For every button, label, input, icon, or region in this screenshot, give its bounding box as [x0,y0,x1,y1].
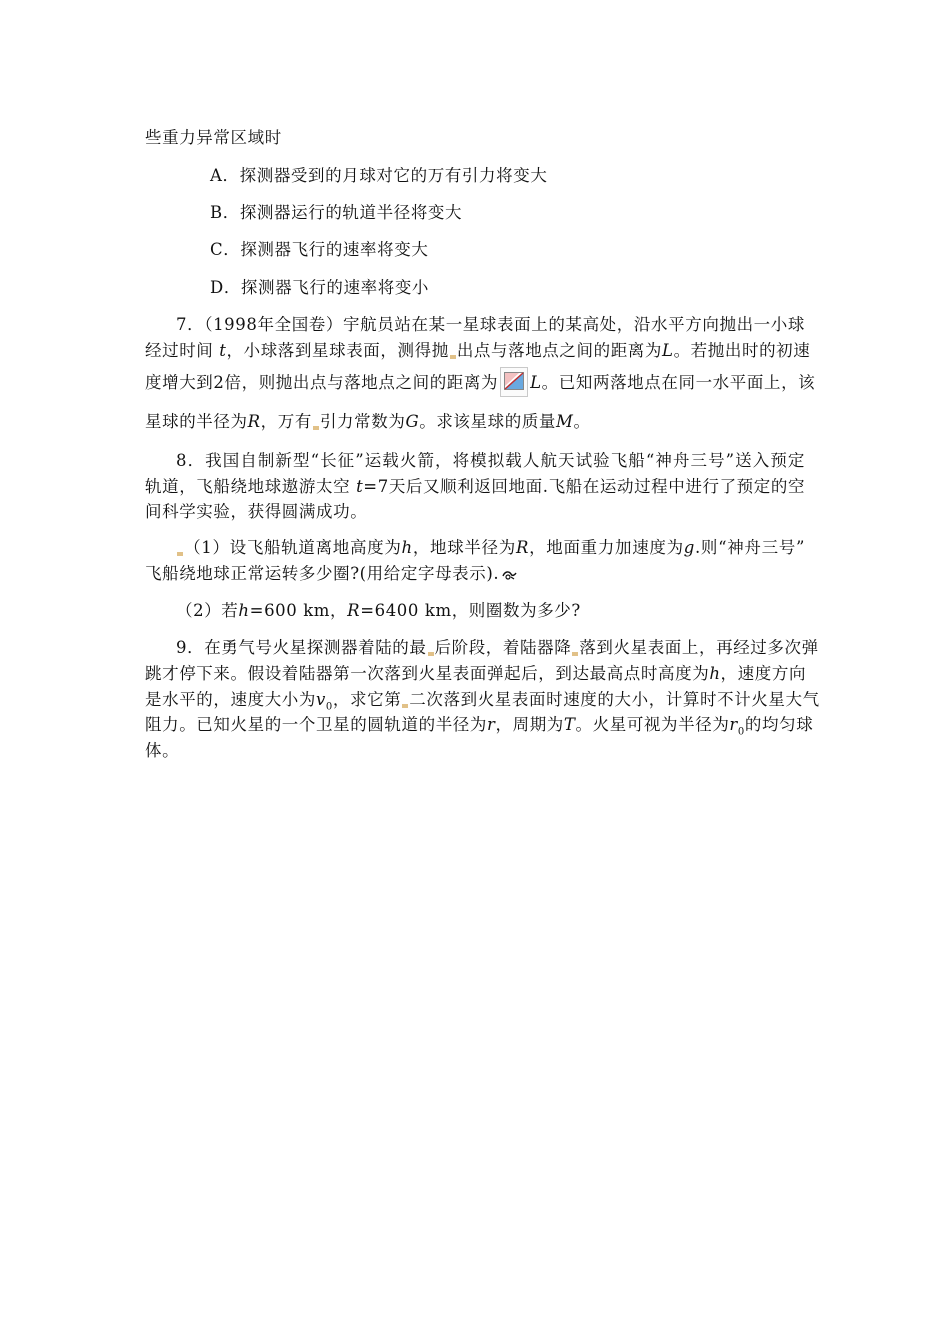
edit-mark-icon [402,704,408,708]
edit-mark-icon [313,426,319,430]
q9-line-5: 体。 [145,741,180,760]
q8-part-1: （1）设飞船轨道离地高度为h，地球半径为R，地面重力加速度为g.则“神舟三号” [176,538,805,558]
q8-line-1: 8．我国自制新型“长征”运载火箭，将模拟载人航天试验飞船“神舟三号”送入预定 [176,451,805,470]
q8-line-2: 轨道，飞船绕地球遨游太空 t=7天后又顺利返回地面.飞船在运动过程中进行了预定的空 [145,477,806,496]
q9-line-3: 是水平的，速度大小为$v_0$，求它第 二次落到火星表面时速度的大小，计算时不计火星大气 [145,690,820,713]
q9-line-2: 跳才停下来。假设着陆器第一次落到火星表面弹起后，到达最高点时高度为h，速度方向 [145,664,807,683]
q8-part-2: （2）若h=600 km，R=6400 km，则圈数为多少? [176,601,581,620]
q9-line-4: 阻力。已知火星的一个卫星的圆轨道的半径为r，周期为T。火星可视为半径为$r_0$的均匀球 [145,715,814,738]
option-c: C．探测器飞行的速率将变大 [210,240,429,259]
edit-mark-icon [450,355,456,359]
option-d: D．探测器飞行的速率将变小 [210,278,430,297]
q7-line-3: 度增大到2倍，则抛出点与落地点之间的距离为 L。已知两落地点在同一水平面上，该 [145,367,805,397]
continued-line: 些重力异常区域时 [145,128,282,147]
q9-line-1: 9．在勇气号火星探测器着陆的最 后阶段，着陆器降 落到火星表面上，再经过多次弹 [176,638,819,657]
q7-line-1: 7．（1998年全国卷）宇航员站在某一星球表面上的某高处，沿水平方向抛出一小球 [176,315,805,334]
option-b: B．探测器运行的轨道半径将变大 [210,203,463,222]
edit-mark-icon [428,652,434,656]
option-a: A．探测器受到的月球对它的万有引力将变大 [210,166,548,185]
edit-mark-icon [572,652,578,656]
edit-mark-icon [177,552,183,556]
broken-image-icon [500,367,528,397]
q8-line-3: 间科学实验，获得圆满成功。 [145,502,368,521]
q7-line-2: 经过时间 t，小球落到星球表面，测得抛 出点与落地点之间的距离为L。若抛出时的初速 [145,341,811,360]
q8-part-1-cont: 飞船绕地球正常运转多少圈?(用给定字母表示). [145,564,805,584]
q7-line-4: 星球的半径为R，万有 引力常数为G。求该星球的质量M。 [145,412,591,431]
mouse-doodle-icon [502,570,518,580]
